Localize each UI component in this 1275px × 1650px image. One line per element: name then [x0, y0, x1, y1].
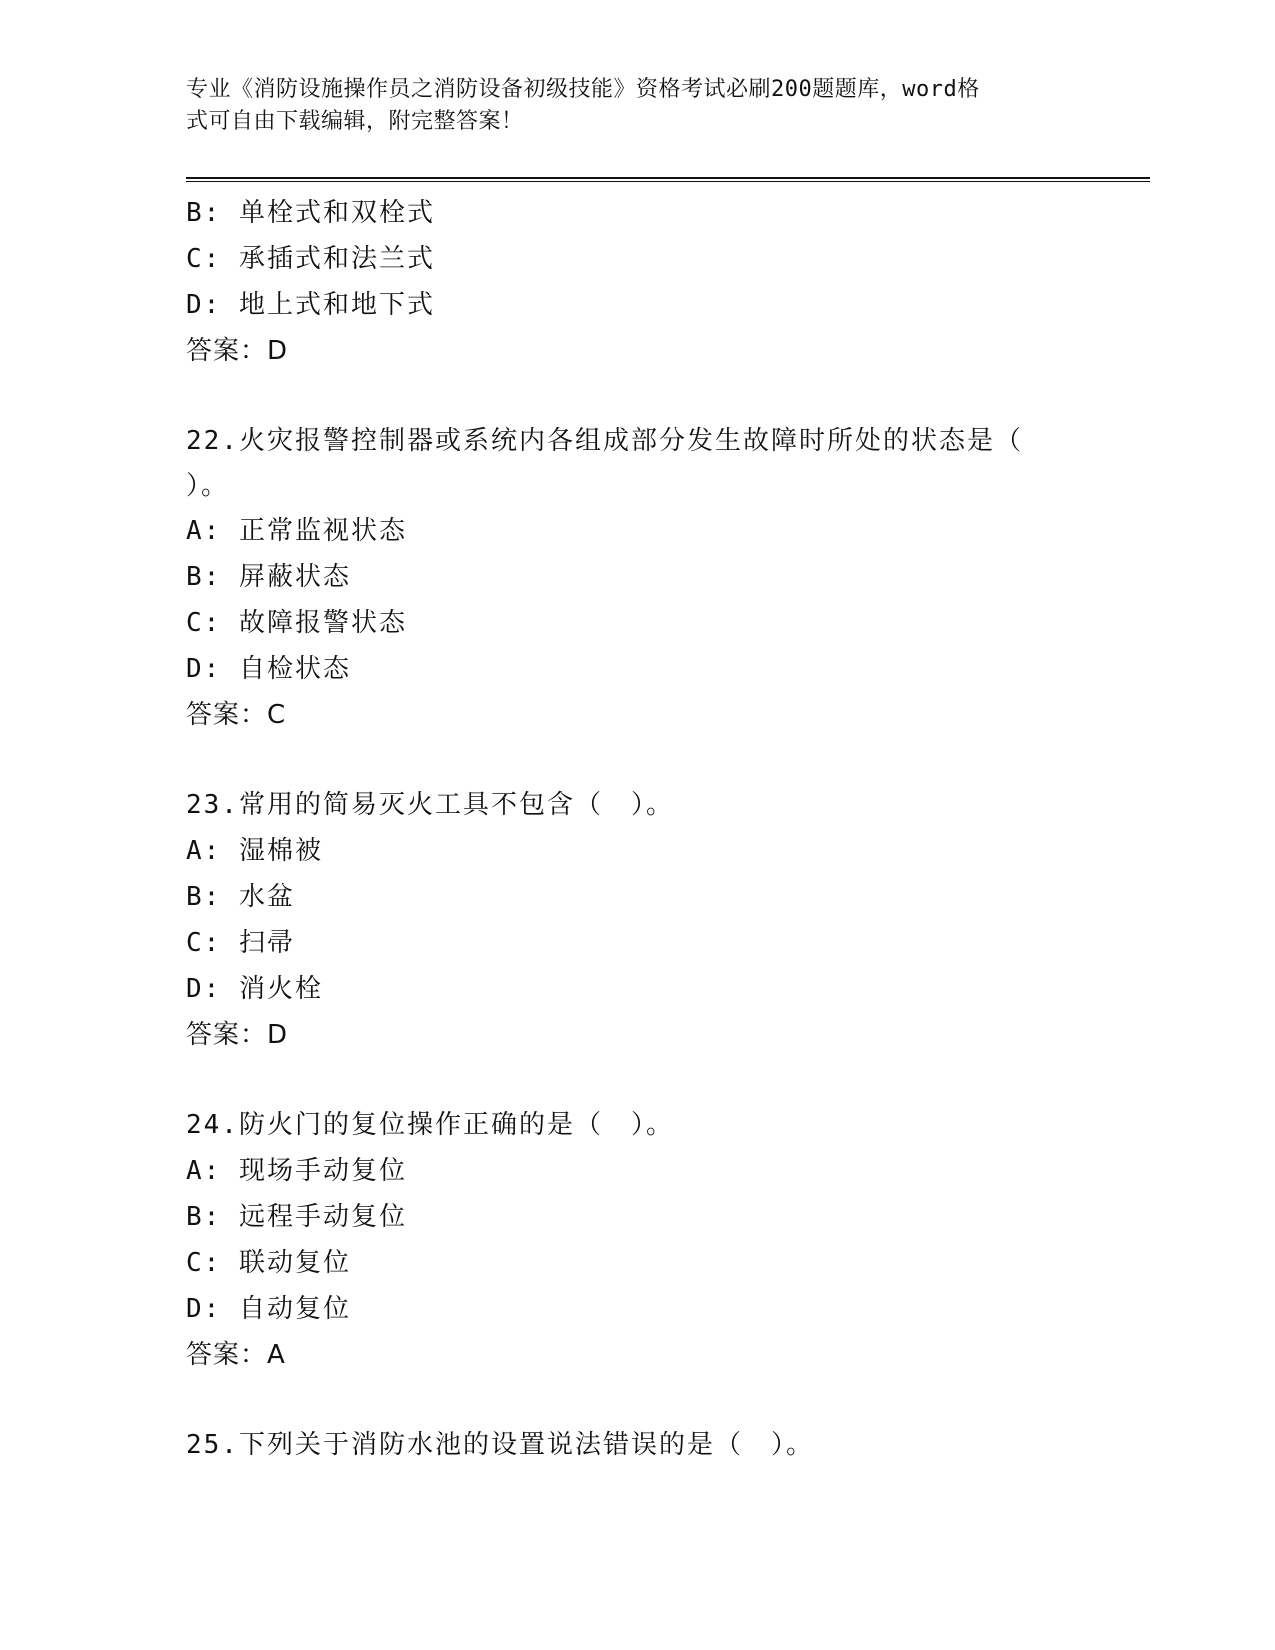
- question-22: [186, 418, 1086, 738]
- question-stem-continued: ）。: [186, 471, 230, 501]
- question-24: [186, 1102, 1086, 1378]
- option-c: C: 联动复位: [186, 1248, 351, 1278]
- answer-line: 答案：A: [186, 1340, 286, 1370]
- question-list: [186, 190, 1086, 1468]
- option-b: B: 水盆: [186, 882, 295, 912]
- question-stem: 24.防火门的复位操作正确的是（ ）。: [186, 1110, 674, 1140]
- question-spacer: [186, 374, 1086, 418]
- option-c: C: 扫帚: [186, 928, 295, 958]
- option-d: D: 自检状态: [186, 654, 351, 684]
- header-title-line-1: 专业《消防设施操作员之消防设备初级技能》资格考试必刷200题题库，word格: [186, 77, 980, 102]
- header-divider: [186, 177, 1150, 182]
- option-b: B: 远程手动复位: [186, 1202, 407, 1232]
- question-25: [186, 1422, 1086, 1468]
- answer-line: 答案：C: [186, 700, 287, 730]
- document-header: [186, 74, 1066, 138]
- option-c: C: 承插式和法兰式: [186, 244, 435, 274]
- answer-line: 答案：D: [186, 1020, 289, 1050]
- question-spacer: [186, 738, 1086, 782]
- question-23: [186, 782, 1086, 1058]
- question-stem: 23.常用的简易灭火工具不包含（ ）。: [186, 790, 674, 820]
- option-d: D: 自动复位: [186, 1294, 351, 1324]
- question-stem: 25.下列关于消防水池的设置说法错误的是（ ）。: [186, 1430, 814, 1460]
- option-a: A: 正常监视状态: [186, 516, 407, 546]
- option-b: B: 屏蔽状态: [186, 562, 351, 592]
- question-stem: 22.火灾报警控制器或系统内各组成部分发生故障时所处的状态是（: [186, 426, 1023, 456]
- option-d: D: 地上式和地下式: [186, 290, 435, 320]
- question-spacer: [186, 1378, 1086, 1422]
- option-d: D: 消火栓: [186, 974, 323, 1004]
- option-a: A: 现场手动复位: [186, 1156, 407, 1186]
- answer-line: 答案：D: [186, 336, 289, 366]
- option-a: A: 湿棉被: [186, 836, 323, 866]
- option-b: B: 单栓式和双栓式: [186, 198, 435, 228]
- header-title-line-2: 式可自由下载编辑，附完整答案！: [186, 109, 524, 134]
- option-c: C: 故障报警状态: [186, 608, 407, 638]
- question-21-continuation: [186, 190, 1086, 374]
- question-spacer: [186, 1058, 1086, 1102]
